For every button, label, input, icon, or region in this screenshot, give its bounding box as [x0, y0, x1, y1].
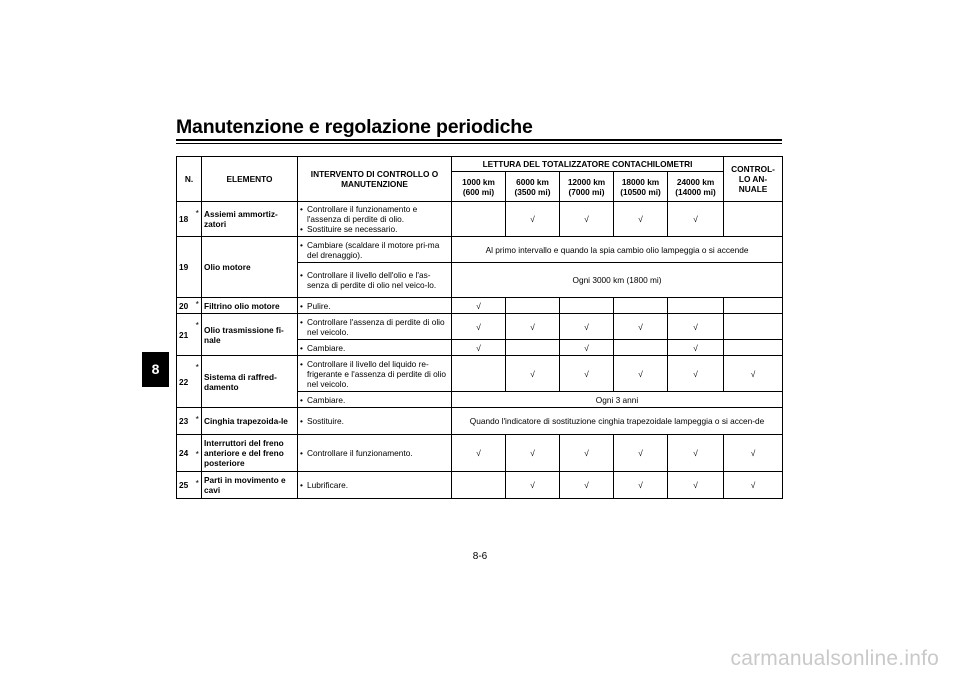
item-element: Cinghia trapezoida-le — [202, 408, 298, 435]
item-action: • Controllare il livello del liquido re-frigerante e l'assenza di perdite di olio nel veicolo. — [298, 356, 452, 392]
item-number: 24 — [177, 435, 194, 472]
item-action: • Controllare il funzionamento. — [298, 435, 452, 472]
check-cell — [452, 472, 506, 499]
asterisk-mark — [194, 237, 202, 298]
item-action: • Cambiare. — [298, 392, 452, 408]
check-mark: √ — [614, 356, 668, 392]
item-number: 18 — [177, 202, 194, 237]
page-title: Manutenzione e regolazione periodiche — [176, 116, 533, 138]
col-header-element: ELEMENTO — [202, 157, 298, 202]
check-mark: √ — [560, 356, 614, 392]
check-cell — [560, 298, 614, 314]
asterisk-mark: * — [194, 472, 202, 499]
check-mark: √ — [560, 340, 614, 356]
check-mark: √ — [560, 202, 614, 237]
check-cell — [668, 298, 724, 314]
watermark: carmanualsonline.info — [730, 647, 939, 670]
check-mark: √ — [668, 356, 724, 392]
item-element: Assiemi ammortiz-zatori — [202, 202, 298, 237]
check-mark: √ — [668, 472, 724, 499]
check-mark: √ — [724, 435, 783, 472]
check-mark: √ — [668, 435, 724, 472]
item-action: • Sostituire. — [298, 408, 452, 435]
asterisk-mark: * — [194, 435, 202, 472]
interval-note: Ogni 3000 km (1800 mi) — [452, 263, 783, 298]
col-header-annual: CONTROL-LO AN-NUALE — [724, 157, 783, 202]
check-mark: √ — [506, 314, 560, 340]
check-cell — [724, 298, 783, 314]
check-mark: √ — [452, 298, 506, 314]
check-mark: √ — [614, 472, 668, 499]
page-number: 8-6 — [472, 551, 488, 562]
col-header-odometer: LETTURA DEL TOTALIZZATORE CONTACHILOMETRI — [452, 157, 724, 172]
check-cell — [452, 202, 506, 237]
title-rule-thick — [176, 139, 782, 141]
interval-note: Al primo intervallo e quando la spia cambio olio lampeggia o si accende — [452, 237, 783, 263]
table-row — [177, 237, 783, 263]
check-mark: √ — [560, 314, 614, 340]
interval-header: 1000 km (600 mi) — [452, 172, 506, 202]
check-mark: √ — [614, 314, 668, 340]
check-cell — [506, 340, 560, 356]
item-number: 22 — [177, 356, 194, 408]
check-mark: √ — [560, 435, 614, 472]
table-row — [177, 314, 783, 340]
item-element: Interruttori del freno anteriore e del freno posteriore — [202, 435, 298, 472]
item-number: 23 — [177, 408, 194, 435]
check-mark: √ — [452, 340, 506, 356]
item-action: • Cambiare. — [298, 340, 452, 356]
check-mark: √ — [724, 356, 783, 392]
check-mark: √ — [452, 435, 506, 472]
table-row — [177, 408, 783, 435]
table-row — [177, 298, 783, 314]
check-mark: √ — [506, 472, 560, 499]
table-row — [177, 472, 783, 499]
col-header-action: INTERVENTO DI CONTROLLO O MANUTENZIONE — [298, 157, 452, 202]
item-number: 20 — [177, 298, 194, 314]
check-mark: √ — [724, 472, 783, 499]
check-mark: √ — [614, 435, 668, 472]
item-action: • Controllare il livello dell'olio e l'as-senza di perdite di olio nel veico-lo. — [298, 263, 452, 298]
asterisk-mark: * — [194, 298, 202, 314]
check-cell — [452, 356, 506, 392]
interval-header: 6000 km (3500 mi) — [506, 172, 560, 202]
check-mark: √ — [506, 202, 560, 237]
check-mark: √ — [506, 356, 560, 392]
interval-header: 12000 km (7000 mi) — [560, 172, 614, 202]
check-mark: √ — [668, 202, 724, 237]
check-cell — [724, 202, 783, 237]
check-mark: √ — [668, 340, 724, 356]
header-row — [177, 157, 783, 172]
item-number: 19 — [177, 237, 194, 298]
asterisk-mark: * — [194, 356, 202, 408]
interval-note: Ogni 3 anni — [452, 392, 783, 408]
interval-note: Quando l'indicatore di sostituzione cinghia trapezoidale lampeggia o si accen-de — [452, 408, 783, 435]
title-rule-thin — [176, 143, 782, 144]
table-row — [177, 202, 783, 237]
check-mark: √ — [452, 314, 506, 340]
interval-header: 18000 km (10500 mi) — [614, 172, 668, 202]
maintenance-table — [176, 156, 783, 499]
interval-header: 24000 km (14000 mi) — [668, 172, 724, 202]
asterisk-mark: * — [194, 314, 202, 356]
item-element: Olio motore — [202, 237, 298, 298]
table-row — [177, 435, 783, 472]
item-action: • Cambiare (scaldare il motore pri-ma del drenaggio). — [298, 237, 452, 263]
asterisk-mark: * — [194, 202, 202, 237]
item-number: 21 — [177, 314, 194, 356]
check-mark: √ — [506, 435, 560, 472]
check-cell — [506, 298, 560, 314]
check-mark: √ — [560, 472, 614, 499]
item-action: • Lubrificare. — [298, 472, 452, 499]
item-action: • Controllare il funzionamento e l'assenza di perdite di olio. • Sostituire se necessario. — [298, 202, 452, 237]
item-element: Parti in movimento e cavi — [202, 472, 298, 499]
item-element: Sistema di raffred-damento — [202, 356, 298, 408]
col-header-num: N. — [177, 157, 202, 202]
chapter-tab: 8 — [142, 352, 169, 387]
check-mark: √ — [668, 314, 724, 340]
item-action: • Controllare l'assenza di perdite di olio nel veicolo. — [298, 314, 452, 340]
item-element: Olio trasmissione fi-nale — [202, 314, 298, 356]
check-mark: √ — [614, 202, 668, 237]
item-element: Filtrino olio motore — [202, 298, 298, 314]
table-row — [177, 356, 783, 392]
check-cell — [614, 298, 668, 314]
check-cell — [724, 340, 783, 356]
item-action: • Pulire. — [298, 298, 452, 314]
check-cell — [724, 314, 783, 340]
asterisk-mark: * — [194, 408, 202, 435]
item-number: 25 — [177, 472, 194, 499]
check-cell — [614, 340, 668, 356]
